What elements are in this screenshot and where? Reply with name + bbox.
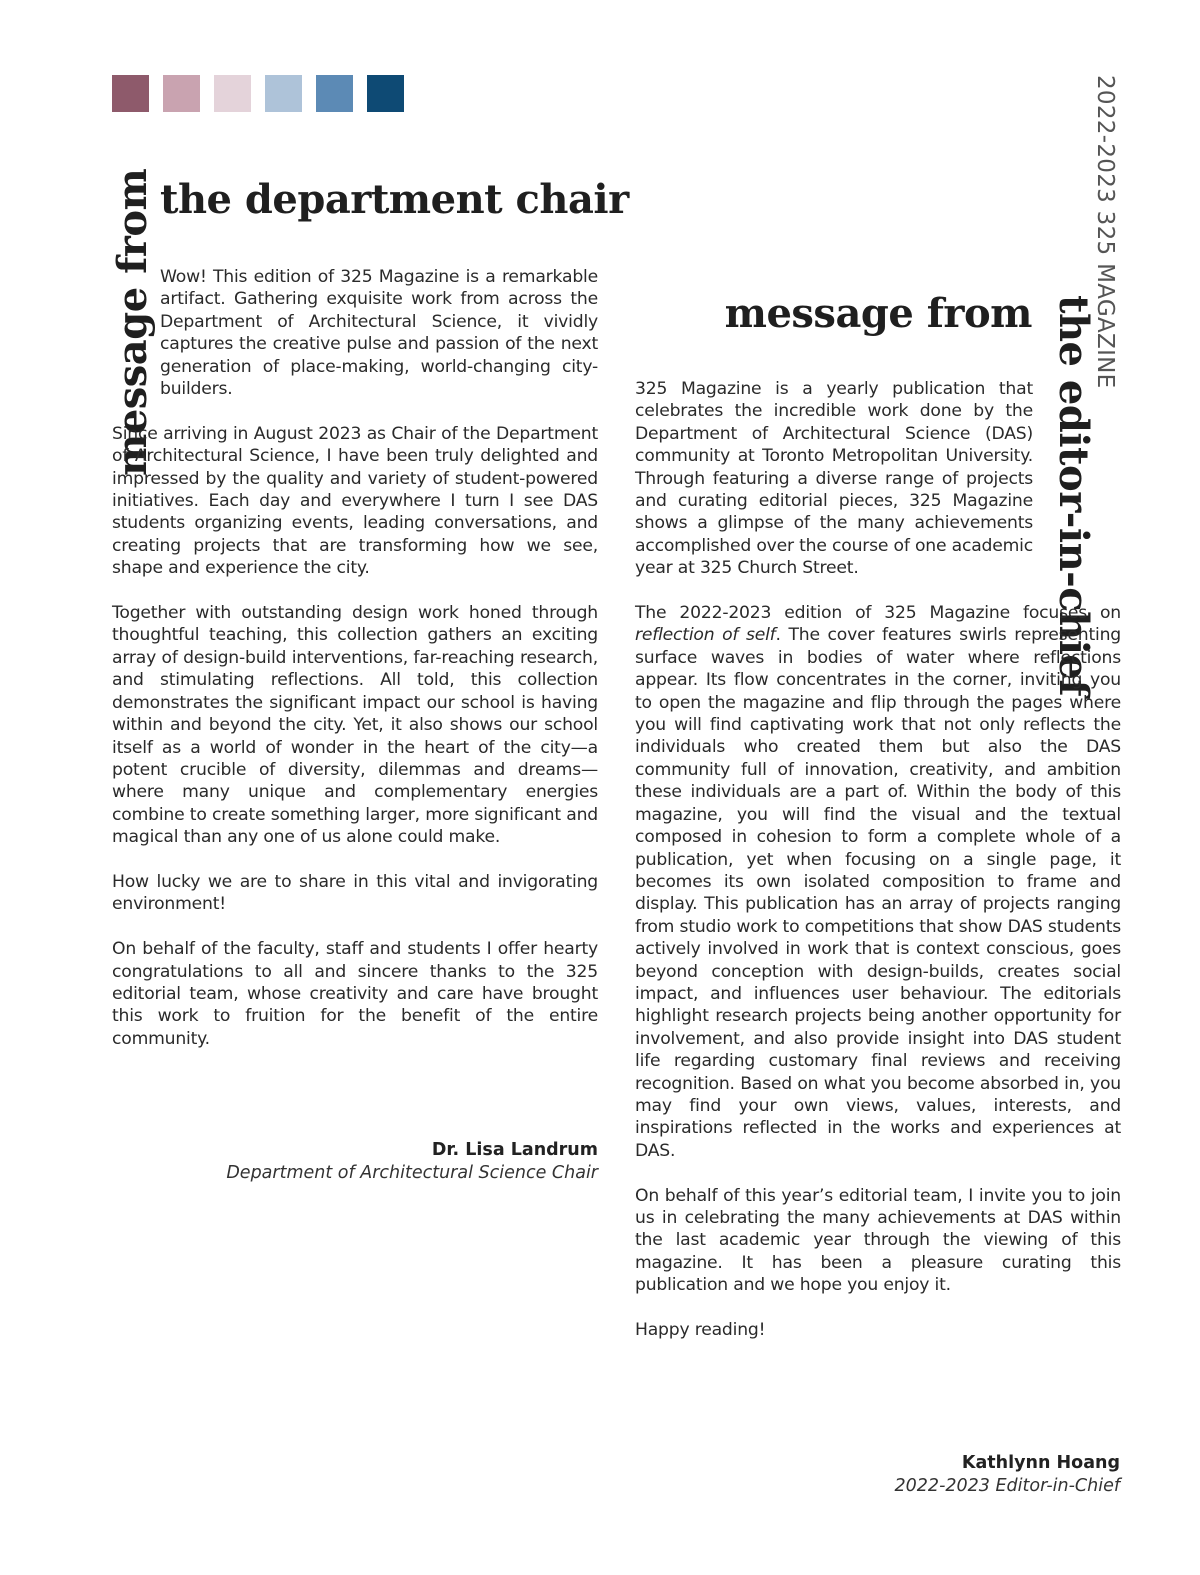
editor-message-body — [635, 378, 1121, 1364]
chair-paragraph-2-text: Since arriving in August 2023 as Chair of the Department of Architectural Science, I have been truly delighted and impressed by the quality and variety of student-powered initiatives. Each day and everywhere I turn I see DAS students organizing events, leading conversations, and creating projects that are transforming how we see, shape and experience the city. — [112, 423, 598, 579]
magazine-edition-label: 2022-2023 325 MAGAZINE — [1092, 75, 1118, 389]
swatch-mid-blue — [316, 75, 353, 112]
chair-paragraph-3: Together with outstanding design work honed through thoughtful teaching, this collection gathers an exciting array of design-build interventions, far-reaching research, and stimulating reflections. All told, this collection demonstrates the significant impact our school is having within and beyond the city. Yet, it also shows our school itself as a world of wonder in the heart of the city—a potent crucible of diversity, dilemmas and dreams—where many unique and complementary energies combine to create something larger, more significant and magical than any one of us alone could make. — [112, 603, 598, 848]
chair-paragraph-5: On behalf of the faculty, staff and students I offer hearty congratulations to all and sincere thanks to the 325 editorial team, whose creativity and care have brought this work to fruition for the benefit of the entire community. — [112, 939, 598, 1049]
chair-paragraph-4: How lucky we are to share in this vital and invigorating environment! — [112, 871, 598, 915]
editor-paragraph-2-emphasis: reflection of self — [635, 625, 776, 646]
chair-signature-role: Department of Architectural Science Chair — [226, 1163, 598, 1183]
editor-vertical-title: the editor-in-chief — [1050, 295, 1097, 697]
swatch-mauve — [112, 75, 149, 112]
chair-paragraph-2 — [112, 423, 598, 580]
chair-signature-name: Dr. Lisa Landrum — [431, 1140, 598, 1160]
editor-section-heading: message from — [724, 290, 1032, 337]
editor-paragraph-2-end: . The cover features swirls representing surface waves in bodies of water where reflections appear. Its flow concentrates in the corner, inviting you to open the magazine and flip through the pages where you will find captivating work that not only reflects the individuals who created them but also the DAS community full of innovation, creativity, and ambition these individuals are a part of. Within the body of this magazine, you will find the visual and the textual composed in cohesion to form a complete whole of a publication, yet when focusing on a single page, it becomes its own isolated composition to frame and display. This publication has an array of projects ranging from studio work to competitions that show DAS students actively involved in work that is context conscious, goes beyond conception with design-builds, creates social impact, and influences user behaviour. The editorials highlight research projects being another opportunity for involvement, and also provide insight into DAS student life regarding customary final reviews and receiving recognition. Based on what you become absorbed in, you may find your own views, values, interests, and inspirations reflected in the works and experiences at DAS. — [635, 625, 1121, 1161]
editor-signature-role: 2022-2023 Editor-in-Chief — [894, 1476, 1120, 1496]
editor-signature-name: Kathlynn Hoang — [961, 1453, 1120, 1473]
swatch-pale-pink — [214, 75, 251, 112]
chair-vertical-heading: message from — [109, 168, 156, 476]
editor-paragraph-3: On behalf of this year’s editorial team, I invite you to join us in celebrating the many achievements at DAS within the last academic year through the viewing of this magazine. It has been a pleasure curating this publication and we hope you enjoy it. — [635, 1185, 1121, 1296]
editor-signature — [895, 1452, 1120, 1498]
editor-paragraph-2 — [635, 602, 1121, 1162]
swatch-dusty-pink — [163, 75, 200, 112]
swatch-navy — [367, 75, 404, 112]
color-palette — [112, 75, 404, 112]
swatch-pale-blue — [265, 75, 302, 112]
chair-section-title: the department chair — [160, 176, 629, 223]
chair-paragraph-1: Wow! This edition of 325 Magazine is a remarkable artifact. Gathering exquisite work from across the Department of Architectural Science, it vividly captures the creative pulse and passion of the next generation of place-making, world-changing city-builders. — [160, 267, 598, 400]
editor-paragraph-1: 325 Magazine is a yearly publication that celebrates the incredible work done by the Department of Architectural Science (DAS) community at Toronto Metropolitan University. Through featuring a diverse range of projects and curating editorial pieces, 325 Magazine shows a glimpse of the many achievements accomplished over the course of one academic year at 325 Church Street. — [635, 379, 1033, 579]
editor-paragraph-2-start: The 2022-2023 edition of 325 Magazine focuses on — [635, 603, 1121, 624]
editor-paragraph-4: Happy reading! — [635, 1320, 766, 1341]
chair-signature — [226, 1139, 598, 1185]
chair-message-body — [112, 266, 598, 1073]
